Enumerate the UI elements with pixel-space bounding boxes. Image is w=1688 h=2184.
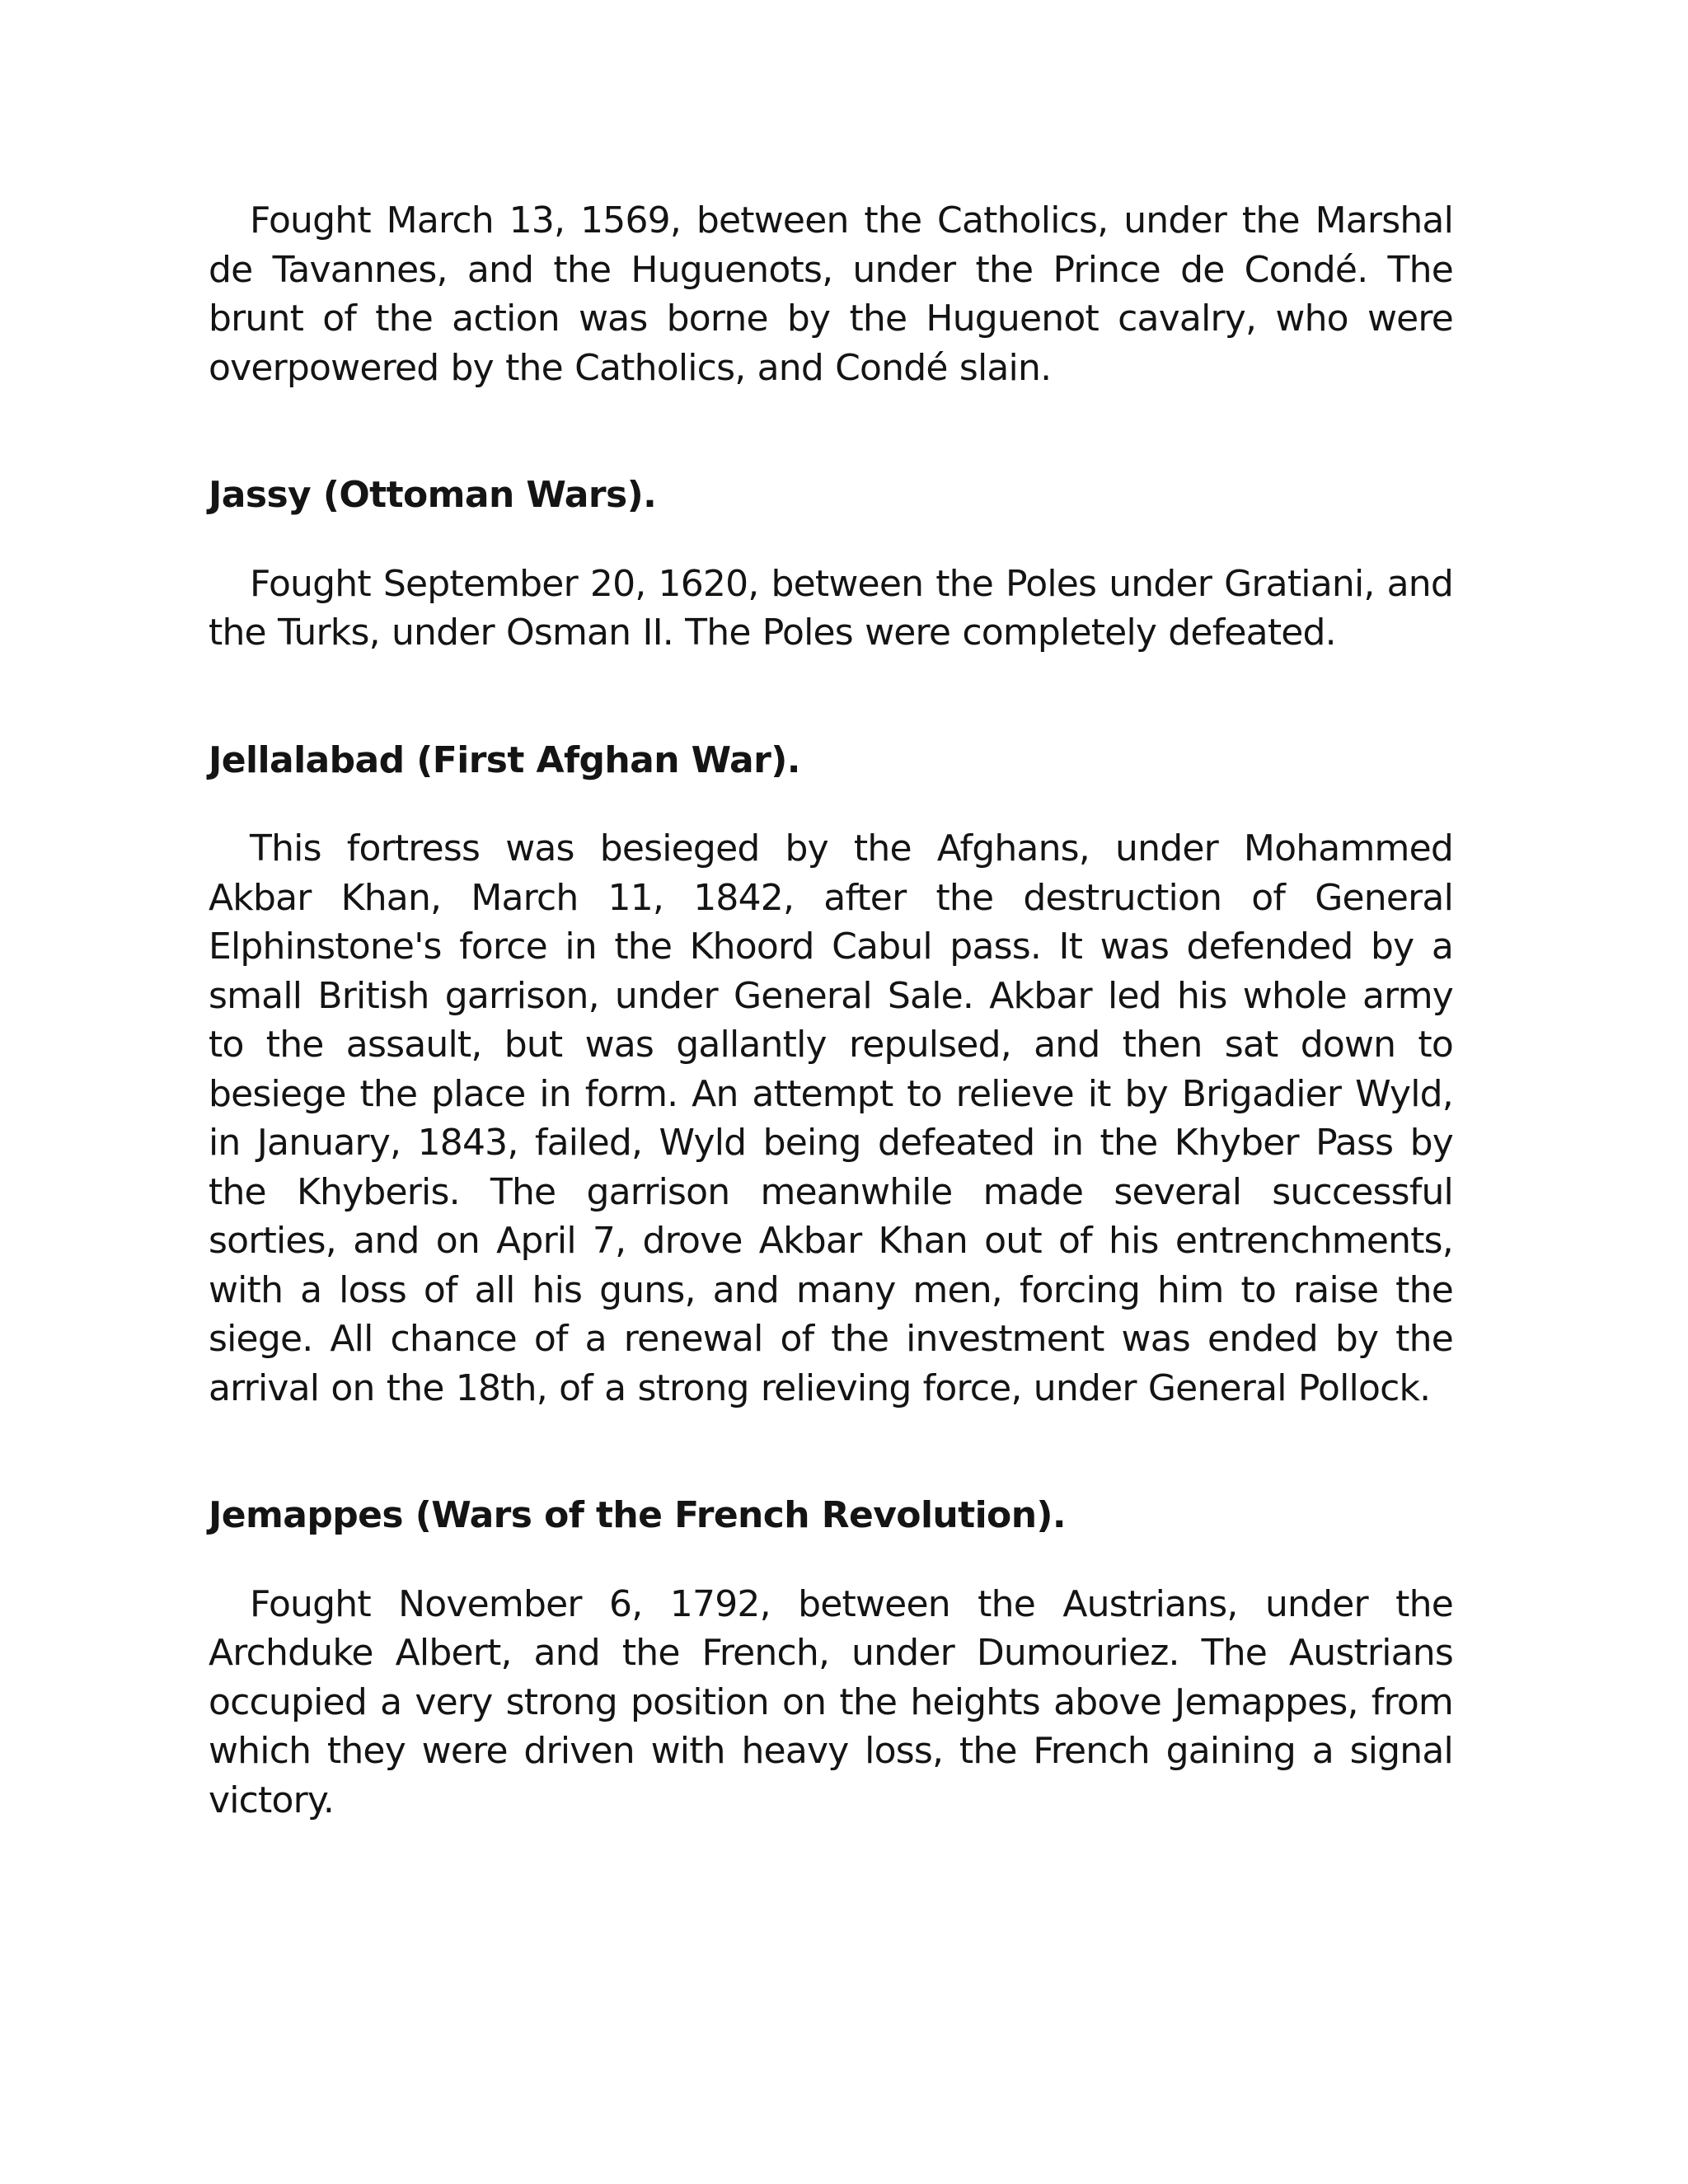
paragraph-jemappes: Fought November 6, 1792, between the Austrians, under the Archduke Albert, and the French, under Dumouriez. The Austrians occupied a very strong position on the heights above Jemappes, from which they were driven with heavy loss, the French gaining a signal victory. <box>209 1582 1453 1821</box>
document-page <box>209 196 1453 1825</box>
heading-jemappes: Jemappes (Wars of the French Revolution). <box>209 1494 1067 1536</box>
heading-jellalabad: Jellalabad (First Afghan War). <box>209 738 800 781</box>
paragraph-jassy: Fought September 20, 1620, between the Poles under Gratiani, and the Turks, under Osman II. The Poles were completely defeated. <box>209 562 1453 654</box>
heading-jassy: Jassy (Ottoman Wars). <box>209 474 657 516</box>
paragraph-montcontour: Fought March 13, 1569, between the Catholics, under the Marshal de Tavannes, and the Huguenots, under the Prince de Condé. The brunt of the action was borne by the Huguenot cavalry, who were overpowered by the Catholics, and Condé slain. <box>209 199 1453 389</box>
paragraph-jellalabad: This fortress was besieged by the Afghans, under Mohammed Akbar Khan, March 11, 1842, after the destruction of General Elphinstone's force in the Khoord Cabul pass. It was defended by a small British garrison, under General Sale. Akbar led his whole army to the assault, but was gallantly repulsed, and then sat down to besiege the place in form. An attempt to relieve it by Brigadier Wyld, in January, 1843, failed, Wyld being defeated in the Khyber Pass by the Khyberis. The garrison meanwhile made several successful sorties, and on April 7, drove Akbar Khan out of his entrenchments, with a loss of all his guns, and many men, forcing him to raise the siege. All chance of a renewal of the investment was ended by the arrival on the 18th, of a strong relieving force, under General Pollock. <box>209 827 1453 1409</box>
